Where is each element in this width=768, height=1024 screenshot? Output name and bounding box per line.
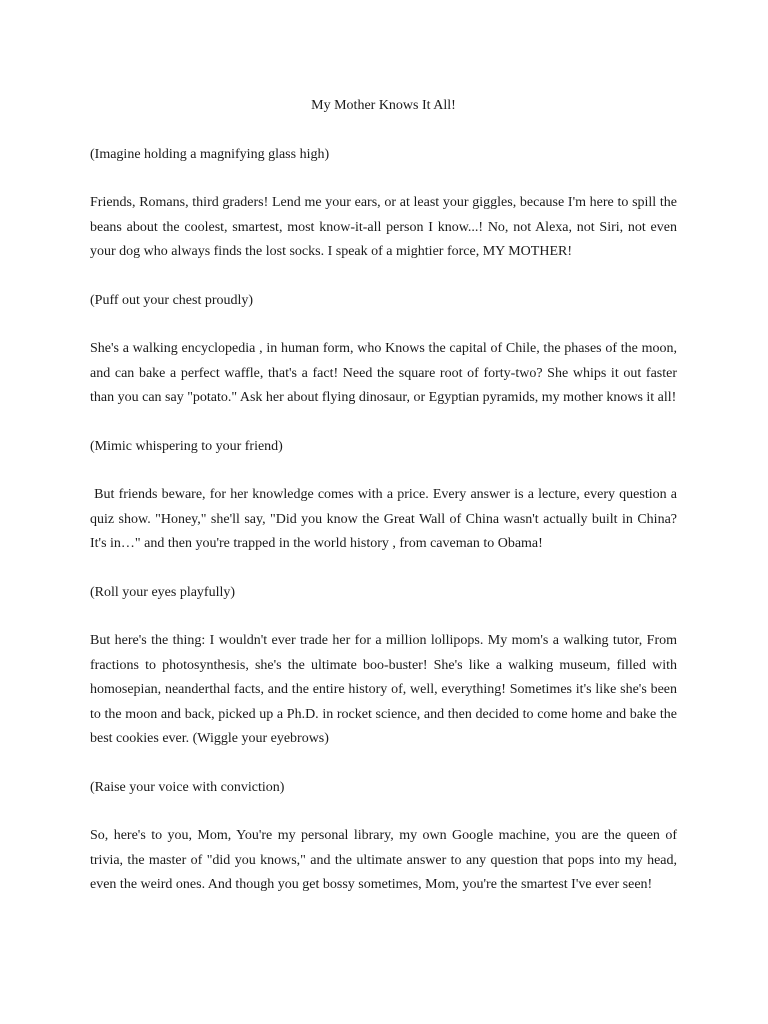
paragraph: She's a walking encyclopedia , in human form, who Knows the capital of Chile, the phases of the moon, and can bake a perfect waffle, that's a fact! Need the square root of forty-two? She whips it out faster than you can say "potato." Ask her about flying dinosaur, or Egyptian pyramids, my mother knows it all! xyxy=(90,341,677,405)
paragraph: But here's the thing: I wouldn't ever trade her for a million lollipops. My mom's a walking tutor, From fractions to photosynthesis, she's the ultimate boo-buster! She's like a walking museum, filled with homosepian, neanderthal facts, and the entire history of, well, everything! Sometimes it's like she's been to the moon and back, picked up a Ph.D. in rocket science, and then decided to come home and bake the best cookies ever. (Wiggle your eyebrows) xyxy=(90,633,677,746)
stage-direction: (Puff out your chest proudly) xyxy=(90,292,254,308)
paragraph: So, here's to you, Mom, You're my personal library, my own Google machine, you are the queen of trivia, the master of "did you knows," and the ultimate answer to any question that pops into my head, even the weird ones. And though you get bossy sometimes, Mom, you're the smartest I've ever seen! xyxy=(90,828,677,892)
paragraph: Friends, Romans, third graders! Lend me your ears, or at least your giggles, because I'm here to spill the beans about the coolest, smartest, most know-it-all person I know...! No, not Alexa, not Siri, not even your dog who always finds the lost socks. I speak of a mightier force, MY MOTHER! xyxy=(90,195,677,259)
stage-direction: (Roll your eyes playfully) xyxy=(90,584,236,600)
paragraph: But friends beware, for her knowledge comes with a price. Every answer is a lecture, every question a quiz show. "Honey," she'll say, "Did you know the Great Wall of China wasn't actually built in China? It's in…" and then you're trapped in the world history , from caveman to Obama! xyxy=(90,487,681,551)
stage-direction: (Imagine holding a magnifying glass high) xyxy=(90,146,330,162)
stage-direction: (Raise your voice with conviction) xyxy=(90,779,285,795)
stage-direction: (Mimic whispering to your friend) xyxy=(90,438,283,454)
document-body xyxy=(90,94,681,922)
document-title: My Mother Knows It All! xyxy=(311,98,456,113)
